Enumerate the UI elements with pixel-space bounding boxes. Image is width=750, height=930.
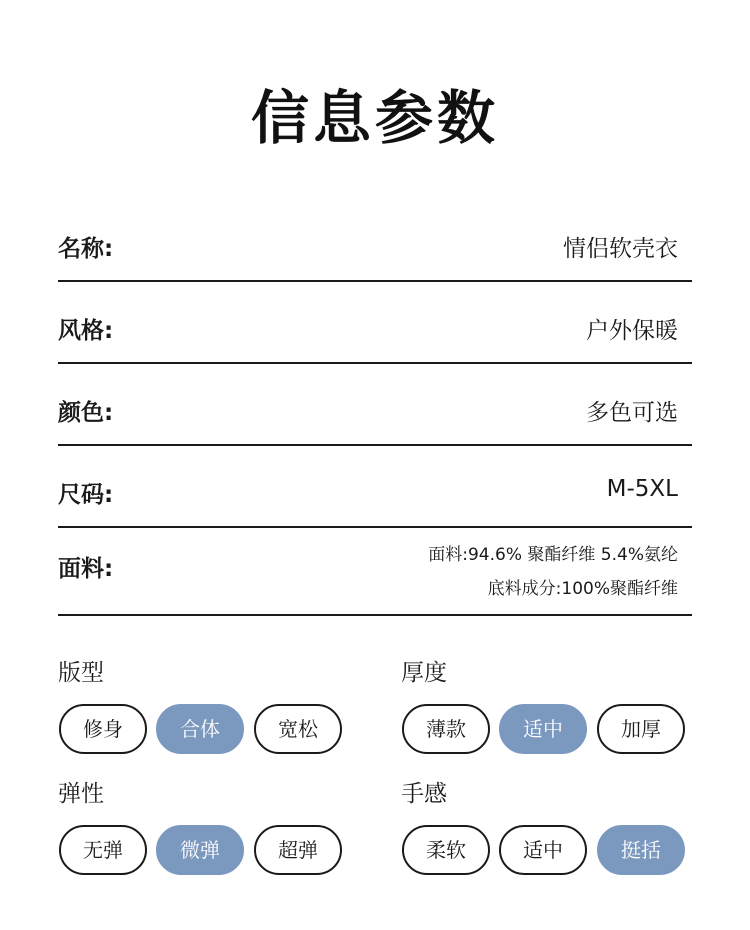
option-row-feel [402,825,692,875]
page-title: 信息参数 [250,84,499,152]
option-feel-soft[interactable]: 柔软 [402,825,490,875]
spec-value-style: 户外保暖 [586,318,678,344]
option-feel-medium[interactable]: 适中 [499,825,587,875]
spec-row-fabric [58,528,692,616]
spec-row-size [58,446,692,528]
attr-title-fit: 版型 [58,660,104,686]
option-elasticity-slight[interactable]: 微弹 [156,825,244,875]
spec-label-fabric: 面料: [58,556,114,582]
spec-value-name: 情侣软壳衣 [563,236,678,262]
option-thickness-medium[interactable]: 适中 [499,704,587,754]
option-thickness-thin[interactable]: 薄款 [402,704,490,754]
option-row-elasticity [59,825,349,875]
spec-label-color: 颜色: [58,400,114,426]
option-elasticity-high[interactable]: 超弹 [254,825,342,875]
attr-group-thickness [401,658,701,741]
attr-title-thickness: 厚度 [401,660,447,686]
option-row-thickness [402,704,692,754]
attr-title-elasticity: 弹性 [58,781,104,807]
option-fit-slim[interactable]: 修身 [59,704,147,754]
spec-value-size: M-5XL [606,476,678,502]
attr-group-elasticity [58,779,358,862]
spec-value-fabric [428,538,678,606]
attr-title-feel: 手感 [401,781,447,807]
fabric-line-lining: 底料成分:100%聚酯纤维 [487,579,678,599]
attr-group-fit [58,658,358,741]
spec-label-name: 名称: [58,236,114,262]
attr-group-feel [401,779,701,862]
spec-row-style [58,282,692,364]
spec-row-name [58,200,692,282]
spec-label-size: 尺码: [58,482,114,508]
spec-value-color: 多色可选 [586,400,678,426]
option-row-fit [59,704,349,754]
option-elasticity-none[interactable]: 无弹 [59,825,147,875]
option-feel-crisp[interactable]: 挺括 [597,825,685,875]
spec-row-color [58,364,692,446]
option-thickness-thick[interactable]: 加厚 [597,704,685,754]
spec-label-style: 风格: [58,318,114,344]
option-fit-regular[interactable]: 合体 [156,704,244,754]
fabric-line-main: 面料:94.6% 聚酯纤维 5.4%氨纶 [428,545,678,565]
option-fit-loose[interactable]: 宽松 [254,704,342,754]
spec-table [58,200,692,616]
